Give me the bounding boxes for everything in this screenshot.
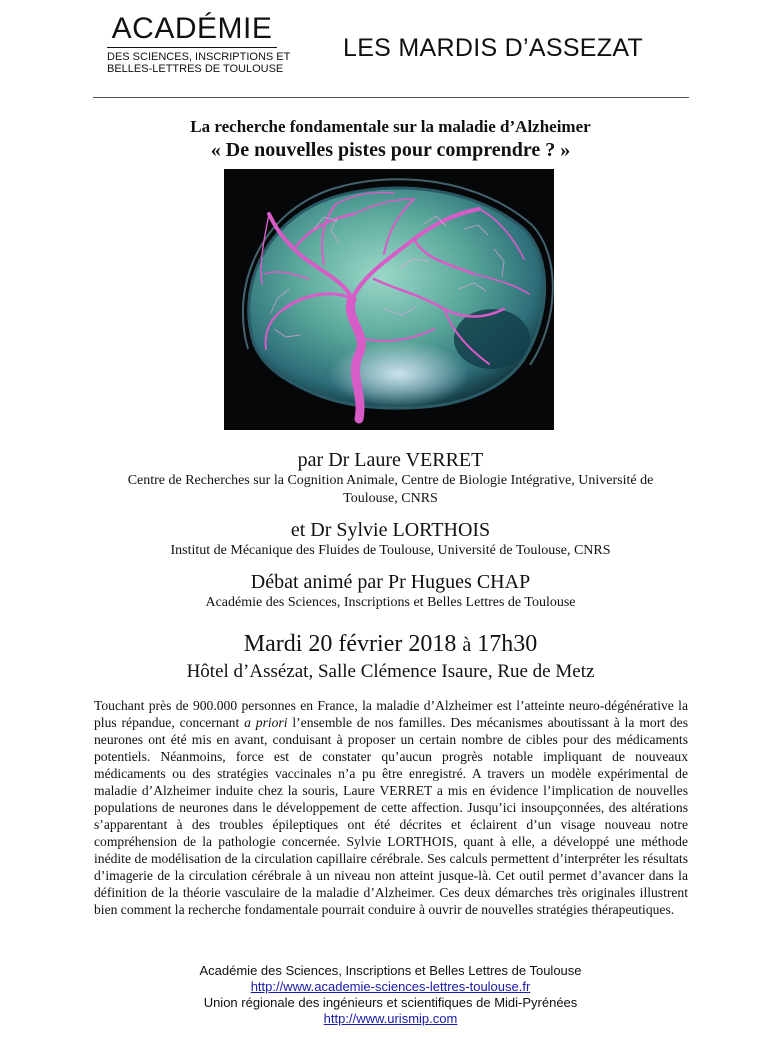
event-venue: Hôtel d’Assézat, Salle Clémence Isaure, Rue de Metz bbox=[186, 661, 595, 682]
event-subtitle: La recherche fondamentale sur la maladie d’Alzheimer bbox=[190, 117, 591, 136]
header bbox=[0, 0, 781, 100]
logo-title: ACADÉMIE bbox=[111, 12, 273, 45]
speaker-1-affiliation-2: Toulouse, CNRS bbox=[343, 491, 438, 506]
speaker-1-affiliation-1: Centre de Recherches sur la Cognition Animale, Centre de Biologie Intégrative, Université de bbox=[127, 473, 654, 488]
event-title: « De nouvelles pistes pour comprendre ? » bbox=[210, 139, 571, 161]
moderator-name: Débat animé par Pr Hugues CHAP bbox=[250, 571, 531, 593]
event-date bbox=[0, 630, 781, 659]
speaker-2-affiliation: Institut de Mécanique des Fluides de Toulouse, Université de Toulouse, CNRS bbox=[170, 543, 611, 558]
event-time: 17h30 bbox=[477, 631, 538, 657]
description-part-2: l’ensemble de nos familles. Des mécanismes aboutissant à la mort des neurones ont été mis en avant, conduisant à proposer un certain nombre de cibles pour des médicaments potentiels. Néanmoins, force est de constater qu’aucun progrès notable impliquant de nouveaux médicaments ou des stratégies vaccinales n’a pu être enregistré. A travers un modèle expérimental de maladie d’Alzheimer induite chez la souris, Laure VERRET a mis en évidence l’implication de nouvelles populations de neurones dans le développement de cette affection. Jusqu’ici insoupçonnées, des altérations s’apparentant à des troubles épileptiques ont été décrites et éclairent d’un visage nouveau notre compréhension de la pathologie concernée. Sylvie LORTHOIS, quant à elle, a développé une méthode inédite de modélisation de la circulation capillaire cérébrale. Ses calculs permettent d’interpréter les résultats d’imagerie de la circulation cérébrale à un niveau non atteint jusque-là. Cet outil permet d’avancer dans la définition de la théorie vasculaire de la maladie d’Alzheimer. Ces deux démarches très originales illustrent bien comment la recherche fondamentale pourrait conduire à ouvrir de nouvelles stratégies thérapeutiques. bbox=[94, 715, 688, 917]
event-description bbox=[94, 697, 688, 918]
series-title: LES MARDIS D’ASSEZAT bbox=[343, 34, 644, 62]
event-date-day: Mardi 20 février 2018 bbox=[243, 631, 457, 657]
footer-org-urismip: Union régionale des ingénieurs et scientifiques de Midi-Pyrénées bbox=[203, 995, 578, 1010]
speaker-2 bbox=[0, 518, 781, 560]
description-part-1: Touchant près de 900.000 personnes en France, la maladie d’Alzheimer est l’atteinte neuro-dégénérative la plus répandue, concernant bbox=[94, 698, 688, 730]
logo-line-2: BELLES-LETTRES DE TOULOUSE bbox=[107, 63, 284, 75]
speaker-2-name: et Dr Sylvie LORTHOIS bbox=[290, 519, 491, 541]
footer-link-urismip[interactable]: http://www.urismip.com bbox=[323, 1011, 458, 1026]
header-divider bbox=[93, 97, 689, 98]
moderator-affiliation: Académie des Sciences, Inscriptions et Belles Lettres de Toulouse bbox=[205, 595, 576, 610]
description-italic: a priori bbox=[244, 715, 288, 730]
brain-angiogram-illustration bbox=[224, 169, 554, 430]
event-date-at: à bbox=[462, 634, 472, 656]
academie-logo bbox=[107, 12, 291, 75]
brain-angiogram-image bbox=[224, 169, 554, 430]
speaker-1-name: par Dr Laure VERRET bbox=[297, 449, 484, 471]
footer-link-academie[interactable]: http://www.academie-sciences-lettres-toulouse.fr bbox=[250, 979, 531, 994]
logo-rule bbox=[107, 47, 277, 48]
speaker-1 bbox=[0, 448, 781, 508]
logo-line-1: DES SCIENCES, INSCRIPTIONS ET bbox=[107, 51, 291, 63]
footer-org-academie: Académie des Sciences, Inscriptions et Belles Lettres de Toulouse bbox=[199, 963, 582, 978]
moderator bbox=[0, 570, 781, 612]
footer bbox=[0, 963, 781, 1027]
